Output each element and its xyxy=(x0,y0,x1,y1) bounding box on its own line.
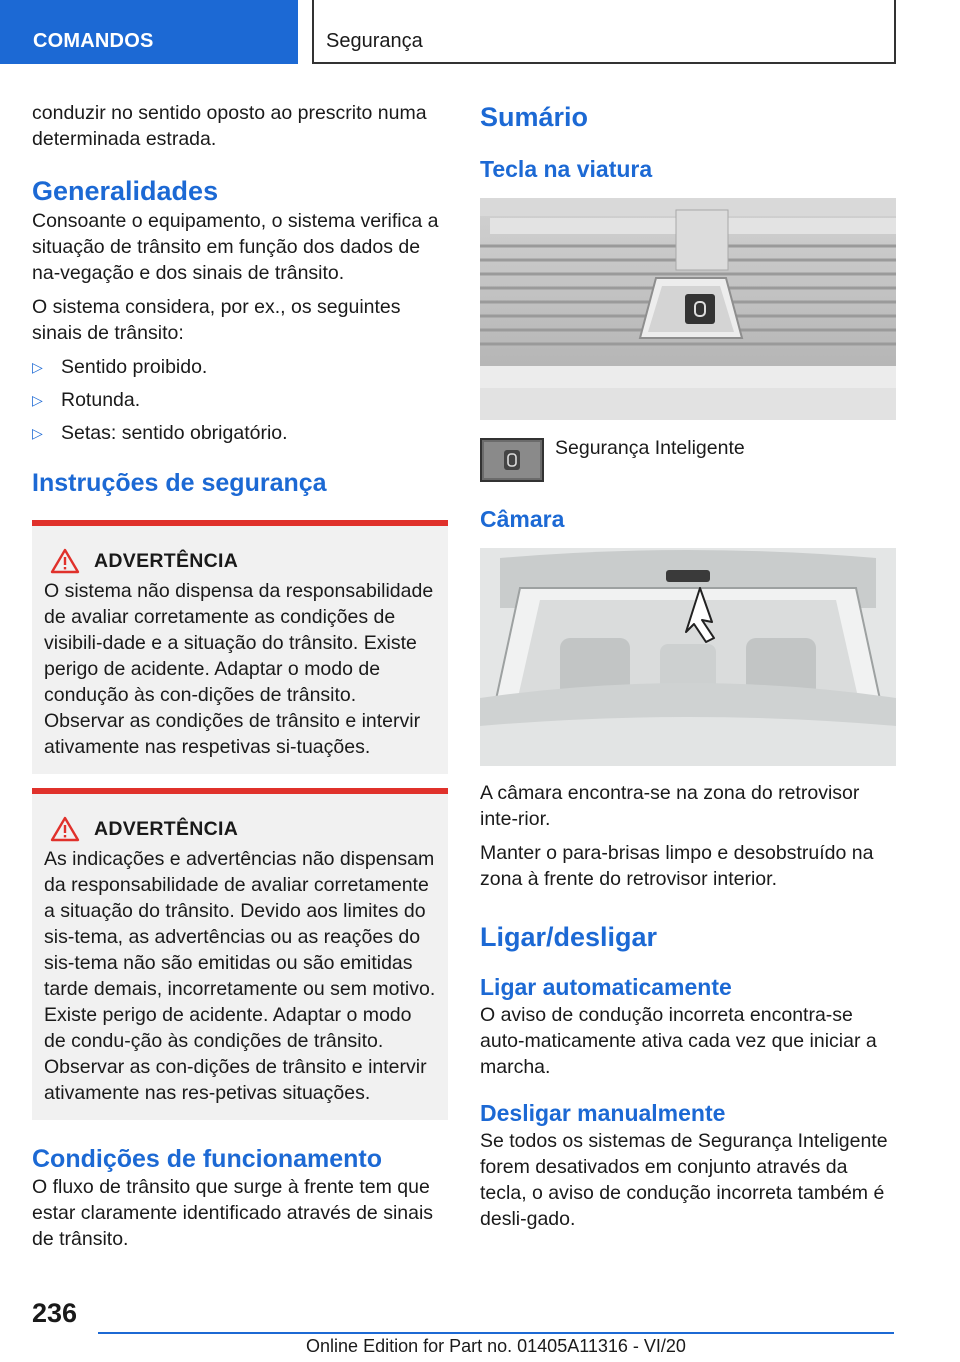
camera-location-image xyxy=(480,548,896,766)
list-item: ▷ Setas: sentido obrigatório. xyxy=(32,422,288,444)
caption-row xyxy=(480,438,896,482)
sumario-heading: Sumário xyxy=(480,102,589,132)
camara-paragraph-2: Manter o para-brisas limpo e desobstruído na zona à frente do retrovisor interior. xyxy=(480,842,874,890)
button-caption: Segurança Inteligente xyxy=(555,437,745,459)
traffic-sign-list xyxy=(32,354,448,446)
button-panel-image xyxy=(480,198,896,420)
desligar-manual-paragraph: Se todos os sistemas de Segurança Inteligente forem desativados em conjunto através da tecla, o aviso de condução incorreta também é desli-gado. xyxy=(480,1130,888,1230)
section-tab: COMANDOS xyxy=(0,0,298,64)
generalidades-heading: Generalidades xyxy=(32,176,219,206)
left-column xyxy=(32,100,448,1260)
triangle-bullet-icon: ▷ xyxy=(32,359,43,375)
warning-box xyxy=(32,520,448,774)
camara-heading: Câmara xyxy=(480,506,565,532)
list-item: ▷ Rotunda. xyxy=(32,389,141,411)
warning-text: O sistema não dispensa da responsabilidade de avaliar corretamente as condições de visibili-dade e a situação do trânsito. Existe perigo de acidente. Adaptar o modo de condução às con-dições de trânsito. Observar as condições de trânsito e intervir ativamente nas respetivas si-tuações. xyxy=(44,580,434,758)
funcionamento-heading: Condições de funcionamento xyxy=(32,1145,383,1173)
warning-title: ADVERTÊNCIA xyxy=(94,817,239,840)
ligar-auto-heading: Ligar automaticamente xyxy=(480,974,732,1000)
funcionamento-paragraph: O fluxo de trânsito que surge à frente tem que estar claramente identificado através de sinais de trânsito. xyxy=(32,1176,434,1250)
warning-triangle-icon xyxy=(50,548,80,574)
camara-paragraph-1: A câmara encontra-se na zona do retrovisor inte-rior. xyxy=(480,782,860,830)
warning-text: As indicações e advertências não dispensam da responsabilidade de avaliar corretamente a situação do trânsito. Devido aos limites do sis-tema, as advertências ou as reações do sis-tema não são emitidas ou são emitidas tarde demais, incorretamente ou sem motivo. Existe perigo de acidente. Adaptar o modo de condu-ção às condições de trânsito. Observar as con-dições de trânsito e intervir ativamente nas res-petivas situações. xyxy=(44,848,436,1104)
page-number: 236 xyxy=(32,1298,78,1328)
footer-edition: Online Edition for Part no. 01405A11316 - VI/20 xyxy=(306,1336,686,1356)
intro-paragraph: conduzir no sentido oposto ao prescrito numa determinada estrada. xyxy=(32,102,427,150)
footer-divider xyxy=(98,1332,894,1334)
list-item: ▷ Sentido proibido. xyxy=(32,356,208,378)
page-header-title: Segurança xyxy=(312,0,896,64)
desligar-manual-heading: Desligar manualmente xyxy=(480,1100,726,1126)
intelligent-safety-button-icon xyxy=(480,438,544,482)
warning-box xyxy=(32,788,448,1120)
right-column xyxy=(480,100,896,1240)
warning-title: ADVERTÊNCIA xyxy=(94,549,239,572)
generalidades-paragraph-2: O sistema considera, por ex., os seguintes sinais de trânsito: xyxy=(32,296,401,344)
tecla-heading: Tecla na viatura xyxy=(480,156,653,182)
generalidades-paragraph-1: Consoante o equipamento, o sistema verifica a situação de trânsito em função dos dados de na-vegação e dos sinais de trânsito. xyxy=(32,210,439,284)
ligar-desligar-heading: Ligar/desligar xyxy=(480,922,658,952)
ligar-auto-paragraph: O aviso de condução incorreta encontra-se auto-maticamente ativa cada vez que iniciar a marcha. xyxy=(480,1004,877,1078)
triangle-bullet-icon: ▷ xyxy=(32,392,43,408)
seguranca-heading: Instruções de segurança xyxy=(32,469,327,497)
triangle-bullet-icon: ▷ xyxy=(32,425,43,441)
warning-triangle-icon xyxy=(50,816,80,842)
